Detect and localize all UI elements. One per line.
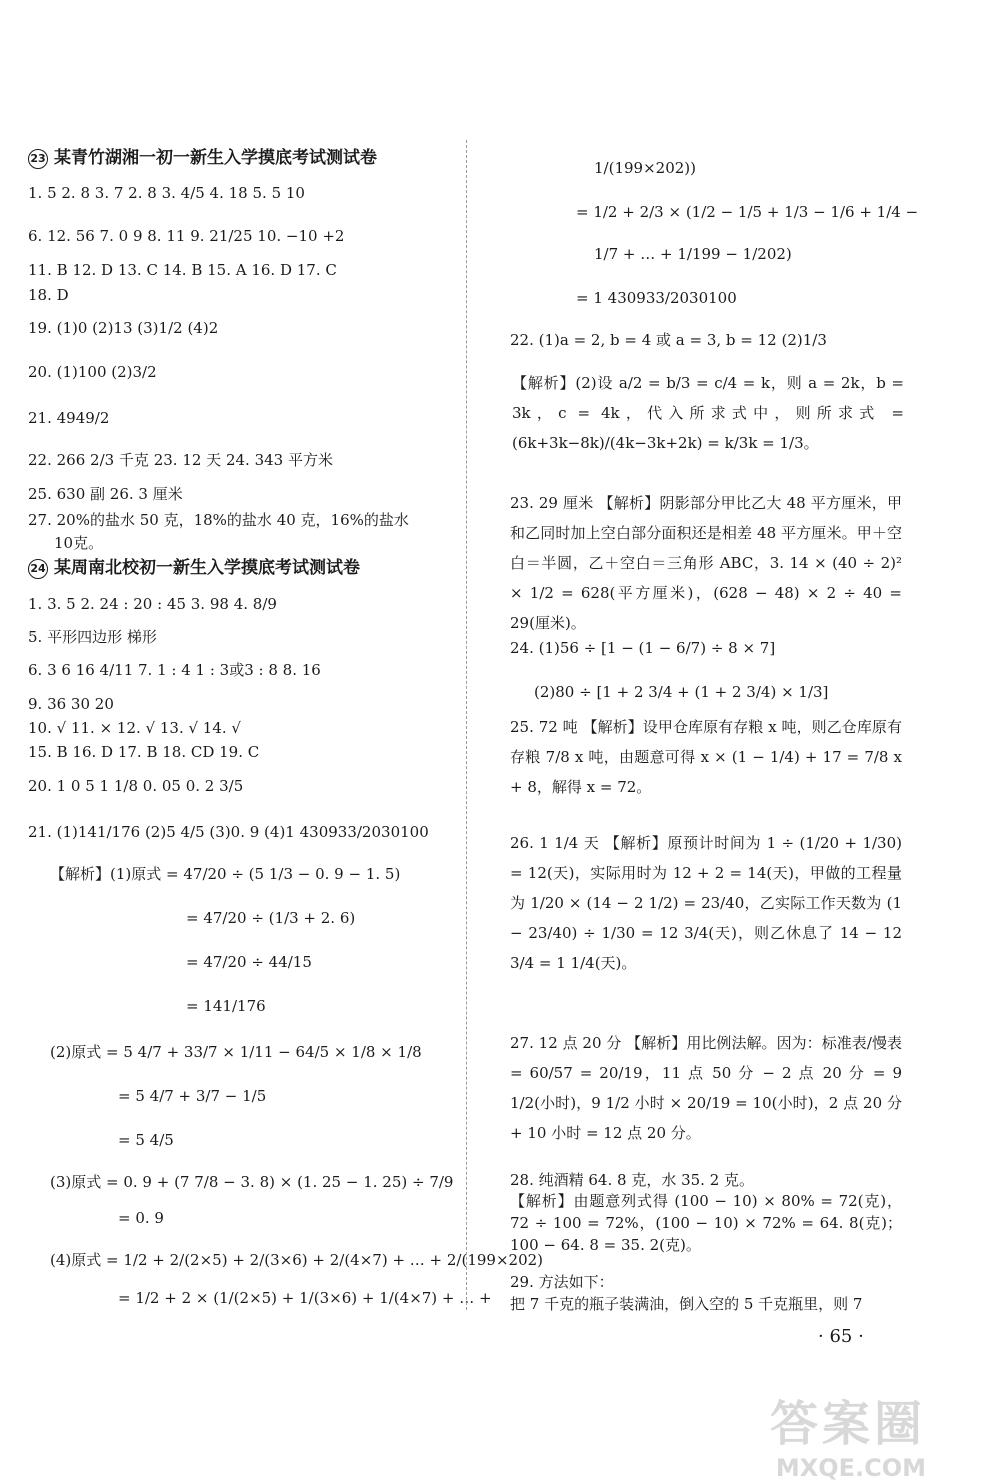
answer-line: 1. 5 2. 8 3. 7 2. 8 3. 4/5 4. 18 5. 5 10: [28, 184, 305, 202]
answer-line: 24. (1)56 ÷ [1 − (1 − 6/7) ÷ 8 × 7]: [510, 639, 776, 657]
solution-line: (4)原式 = 1/2 + 2/(2×5) + 2/(3×6) + 2/(4×7) + … + 2/(199×202): [50, 1251, 544, 1269]
solution-line: = 1/2 + 2/3 × (1/2 − 1/5 + 1/3 − 1/6 + 1/4 −: [576, 203, 919, 221]
answer-line: 21. 4949/2: [28, 409, 110, 427]
solution-line: = 47/20 ÷ (1/3 + 2. 6): [186, 909, 356, 927]
answer-line: 22. 266 2/3 千克 23. 12 天 24. 343 平方米: [28, 451, 333, 469]
answer-line: 10克。: [54, 534, 104, 552]
solution-line: 【解析】(1)原式 = 47/20 ÷ (5 1/3 − 0. 9 − 1. 5): [50, 865, 401, 883]
page-number: · 65 ·: [818, 1326, 864, 1347]
solution-line: = 47/20 ÷ 44/15: [186, 953, 312, 971]
answer-line: 21. (1)141/176 (2)5 4/5 (3)0. 9 (4)1 430933/2030100: [28, 823, 429, 841]
solution-line: (3)原式 = 0. 9 + (7 7/8 − 3. 8) × (1. 25 − 1. 25) ÷ 7/9: [50, 1173, 454, 1191]
analysis-paragraph: 23. 29 厘米 【解析】阴影部分甲比乙大 48 平方厘米，甲和乙同时加上空白部分面积还是相差 48 平方厘米。甲＋空白＝半圆，乙＋空白＝三角形 ABC，3. 14 × (40 ÷ 2)² × 1/2 = 628(平方厘米)，(628 − 48) × 2 ÷ 40 = 29(厘米)。: [510, 494, 902, 632]
answer-line: 20. (1)100 (2)3/2: [28, 363, 157, 381]
answer-line: 把 7 千克的瓶子装满油，倒入空的 5 千克瓶里，则 7: [510, 1295, 863, 1313]
solution-line: 1/7 + … + 1/199 − 1/202): [594, 245, 792, 263]
answer-line: 20. 1 0 5 1 1/8 0. 05 0. 2 3/5: [28, 777, 244, 795]
watermark-logo: [770, 1385, 926, 1482]
answer-line: 19. (1)0 (2)13 (3)1/2 (4)2: [28, 319, 219, 337]
answer-line: 5. 平形四边形 梯形: [28, 628, 157, 646]
column-divider: [466, 140, 467, 1310]
answer-line: 1. 3. 5 2. 24 : 20 : 45 3. 98 4. 8/9: [28, 595, 277, 613]
section-24-title: [28, 558, 360, 579]
answer-line: 9. 36 30 20: [28, 695, 114, 713]
analysis-paragraph: 26. 1 1/4 天 【解析】原预计时间为 1 ÷ (1/20 + 1/30) = 12(天)，实际用时为 12 + 2 = 14(天)，甲做的工程量为 1/20 × (14 − 2 1/2) = 23/40，乙实际工作天数为 (1 − 23/40) ÷ 1/30 = 12 3/4(天)，则乙休息了 14 − 12 3/4 = 1 1/4(天)。: [510, 834, 902, 972]
solution-line: = 0. 9: [118, 1209, 164, 1227]
solution-line: = 5 4/5: [118, 1131, 174, 1149]
answer-line: 28. 纯酒精 64. 8 克，水 35. 2 克。: [510, 1171, 755, 1189]
section-23-title: [28, 148, 377, 169]
answer-line: 6. 12. 56 7. 0 9 8. 11 9. 21/25 10. −10 +2: [28, 227, 345, 245]
answer-line: 10. √ 11. × 12. √ 13. √ 14. √: [28, 719, 241, 737]
answer-line: 25. 630 副 26. 3 厘米: [28, 485, 183, 503]
answer-line: 29. 方法如下：: [510, 1273, 614, 1291]
watermark-main: 答案圈: [770, 1396, 927, 1452]
section-number-badge: 24: [28, 559, 48, 579]
solution-line: = 141/176: [186, 997, 266, 1015]
answer-line: 15. B 16. D 17. B 18. CD 19. C: [28, 743, 260, 761]
answer-line: 11. B 12. D 13. C 14. B 15. A 16. D 17. C: [28, 261, 337, 279]
section-title-text: 某青竹湖湘一初一新生入学摸底考试测试卷: [54, 148, 377, 168]
answer-line: 27. 20%的盐水 50 克，18%的盐水 40 克，16%的盐水: [28, 511, 409, 529]
answer-line: 22. (1)a = 2, b = 4 或 a = 3, b = 12 (2)1/3: [510, 331, 827, 349]
answer-line: 6. 3 6 16 4/11 7. 1 : 4 1 : 3或3 : 8 8. 16: [28, 661, 321, 679]
answer-line: (2)80 ÷ [1 + 2 3/4 + (1 + 2 3/4) × 1/3]: [534, 683, 829, 701]
solution-line: 1/(199×202)): [594, 159, 696, 177]
answer-line: 18. D: [28, 286, 69, 304]
solution-line: = 1/2 + 2 × (1/(2×5) + 1/(3×6) + 1/(4×7) + … +: [118, 1289, 492, 1307]
analysis-paragraph: 【解析】由题意列式得 (100 − 10) × 80% = 72(克)，72 ÷ 100 = 72%，(100 − 10) × 72% = 64. 8(克)；100 − 64. 8 = 35. 2(克)。: [510, 1192, 902, 1254]
solution-line: = 1 430933/2030100: [576, 289, 737, 307]
watermark-url: MXQE.COM: [775, 1454, 927, 1482]
section-title-text: 某周南北校初一新生入学摸底考试测试卷: [54, 558, 360, 578]
analysis-paragraph: 27. 12 点 20 分 【解析】用比例法解。因为：标准表/慢表 = 60/57 = 20/19，11 点 50 分 − 2 点 20 分 = 9 1/2(小时)，9 1/2 小时 × 20/19 = 10(小时)，2 点 20 分 + 10 小时 = 12 点 20 分。: [510, 1034, 902, 1142]
analysis-paragraph: 【解析】(2)设 a/2 = b/3 = c/4 = k，则 a = 2k，b = 3k，c = 4k，代入所求式中，则所求式 = (6k+3k−8k)/(4k−3k+2k) = k/3k = 1/3。: [512, 374, 904, 452]
solution-line: (2)原式 = 5 4/7 + 33/7 × 1/11 − 64/5 × 1/8 × 1/8: [50, 1043, 422, 1061]
solution-line: = 5 4/7 + 3/7 − 1/5: [118, 1087, 267, 1105]
analysis-paragraph: 25. 72 吨 【解析】设甲仓库原有存粮 x 吨，则乙仓库原有存粮 7/8 x 吨，由题意可得 x × (1 − 1/4) + 17 = 7/8 x + 8，解得 x = 72。: [510, 718, 902, 796]
section-number-badge: 23: [28, 149, 48, 169]
